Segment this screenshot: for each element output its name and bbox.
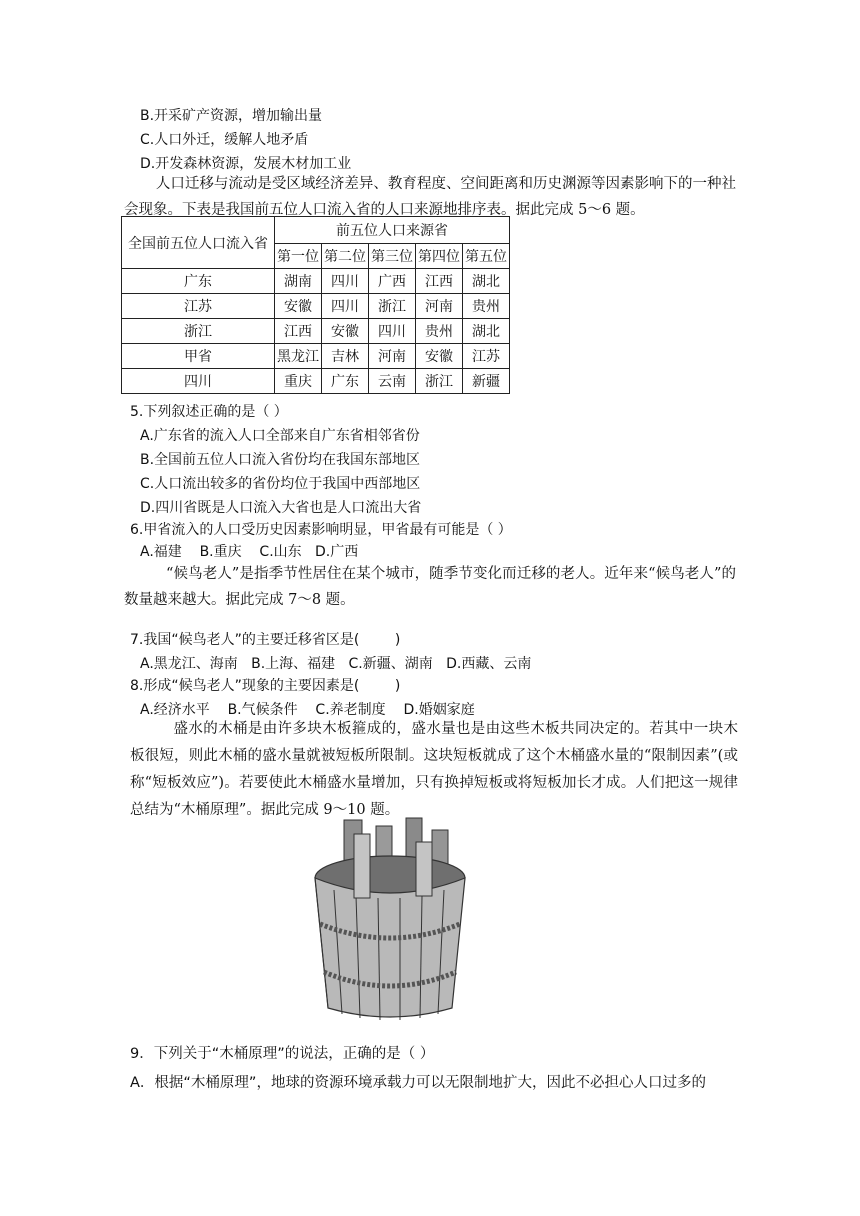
- question-6-options: A.福建 B.重庆 C.山东 D.广西: [140, 544, 359, 560]
- table-row: [122, 319, 510, 344]
- option-c-prev: C.人口外迁，缓解人地矛盾: [140, 132, 309, 148]
- source-cell: 新疆: [463, 369, 510, 394]
- province-cell: 浙江: [122, 319, 275, 344]
- question-5-option-c: C.人口流出较多的省份均位于我国中西部地区: [140, 476, 421, 492]
- table-row: [122, 269, 510, 294]
- source-cell: 广西: [369, 269, 416, 294]
- source-cell: 河南: [416, 294, 463, 319]
- table-corner-header: 全国前五位人口流入省: [122, 217, 275, 269]
- source-cell: 安徽: [275, 294, 322, 319]
- rank-header: 第一位: [275, 244, 322, 269]
- population-source-table: [121, 216, 510, 394]
- question-5-option-b: B.全国前五位人口流入省份均在我国东部地区: [140, 452, 421, 468]
- source-cell: 黑龙江: [275, 344, 322, 369]
- question-7-stem: 7.我国“候鸟老人”的主要迁移省区是( ): [130, 632, 401, 648]
- source-cell: 四川: [322, 269, 369, 294]
- rank-header: 第四位: [416, 244, 463, 269]
- source-cell: 四川: [369, 319, 416, 344]
- source-cell: 湖南: [275, 269, 322, 294]
- source-cell: 贵州: [463, 294, 510, 319]
- option-d-prev: D.开发森林资源，发展木材加工业: [140, 156, 352, 172]
- question-8-stem: 8.形成“候鸟老人”现象的主要因素是( ): [130, 678, 401, 694]
- source-cell: 河南: [369, 344, 416, 369]
- question-5-stem: 5.下列叙述正确的是（ ）: [130, 404, 288, 420]
- source-cell: 安徽: [416, 344, 463, 369]
- question-6-stem: 6.甲省流入的人口受历史因素影响明显，甲省最有可能是（ ）: [130, 522, 512, 538]
- source-cell: 湖北: [463, 319, 510, 344]
- question-8-options: A.经济水平 B.气候条件 C.养老制度 D.婚姻家庭: [140, 702, 475, 718]
- rank-header: 第二位: [322, 244, 369, 269]
- question-7-options: A.黑龙江、海南 B.上海、福建 C.新疆、湖南 D.西藏、云南: [140, 656, 532, 672]
- question-5-option-d: D.四川省既是人口流入大省也是人口流出大省: [140, 500, 422, 516]
- source-cell: 江西: [275, 319, 322, 344]
- intro-paragraph-7-8: “候鸟老人”是指季节性居住在某个城市，随季节变化而迁移的老人。近年来“候鸟老人”的数量越来越大。据此完成 7～8 题。: [124, 566, 736, 608]
- source-cell: 四川: [322, 294, 369, 319]
- question-9-stem: 9．下列关于“木桶原理”的说法，正确的是（ ）: [130, 1046, 435, 1062]
- source-cell: 江西: [416, 269, 463, 294]
- wooden-bucket-illustration: [300, 812, 480, 1027]
- source-cell: 贵州: [416, 319, 463, 344]
- source-cell: 安徽: [322, 319, 369, 344]
- source-cell: 云南: [369, 369, 416, 394]
- rank-header: 第三位: [369, 244, 416, 269]
- source-cell: 浙江: [369, 294, 416, 319]
- intro-paragraph-5-6: 人口迁移与流动是受区域经济差异、教育程度、空间距离和历史渊源等因素影响下的一种社会现象。下表是我国前五位人口流入省的人口来源地排序表。据此完成 5～6 题。: [124, 176, 736, 218]
- question-9-option-a: A．根据“木桶原理”，地球的资源环境承载力可以无限制地扩大，因此不必担心人口过多的: [130, 1075, 706, 1091]
- table-group-header: 前五位人口来源省: [275, 217, 510, 244]
- province-cell: 甲省: [122, 344, 275, 369]
- source-cell: 浙江: [416, 369, 463, 394]
- intro-paragraph-9-10: 盛水的木桶是由许多块木板箍成的，盛水量也是由这些木板共同决定的。若其中一块木板很短，则此木桶的盛水量就被短板所限制。这块短板就成了这个木桶盛水量的“限制因素”(或称“短板效应”)。若要使此木桶盛水量增加，只有换掉短板或将短板加长才成。人们把这一规律总结为“木桶原理”。据此完成 9～10 题。: [130, 721, 738, 818]
- source-cell: 湖北: [463, 269, 510, 294]
- province-cell: 四川: [122, 369, 275, 394]
- table-row: [122, 294, 510, 319]
- source-cell: 重庆: [275, 369, 322, 394]
- source-cell: 广东: [322, 369, 369, 394]
- table-row: [122, 344, 510, 369]
- question-5-option-a: A.广东省的流入人口全部来自广东省相邻省份: [140, 428, 420, 444]
- table-row: [122, 369, 510, 394]
- rank-header: 第五位: [463, 244, 510, 269]
- source-cell: 江苏: [463, 344, 510, 369]
- province-cell: 广东: [122, 269, 275, 294]
- source-cell: 吉林: [322, 344, 369, 369]
- province-cell: 江苏: [122, 294, 275, 319]
- option-b-prev: B.开采矿产资源，增加输出量: [140, 108, 323, 124]
